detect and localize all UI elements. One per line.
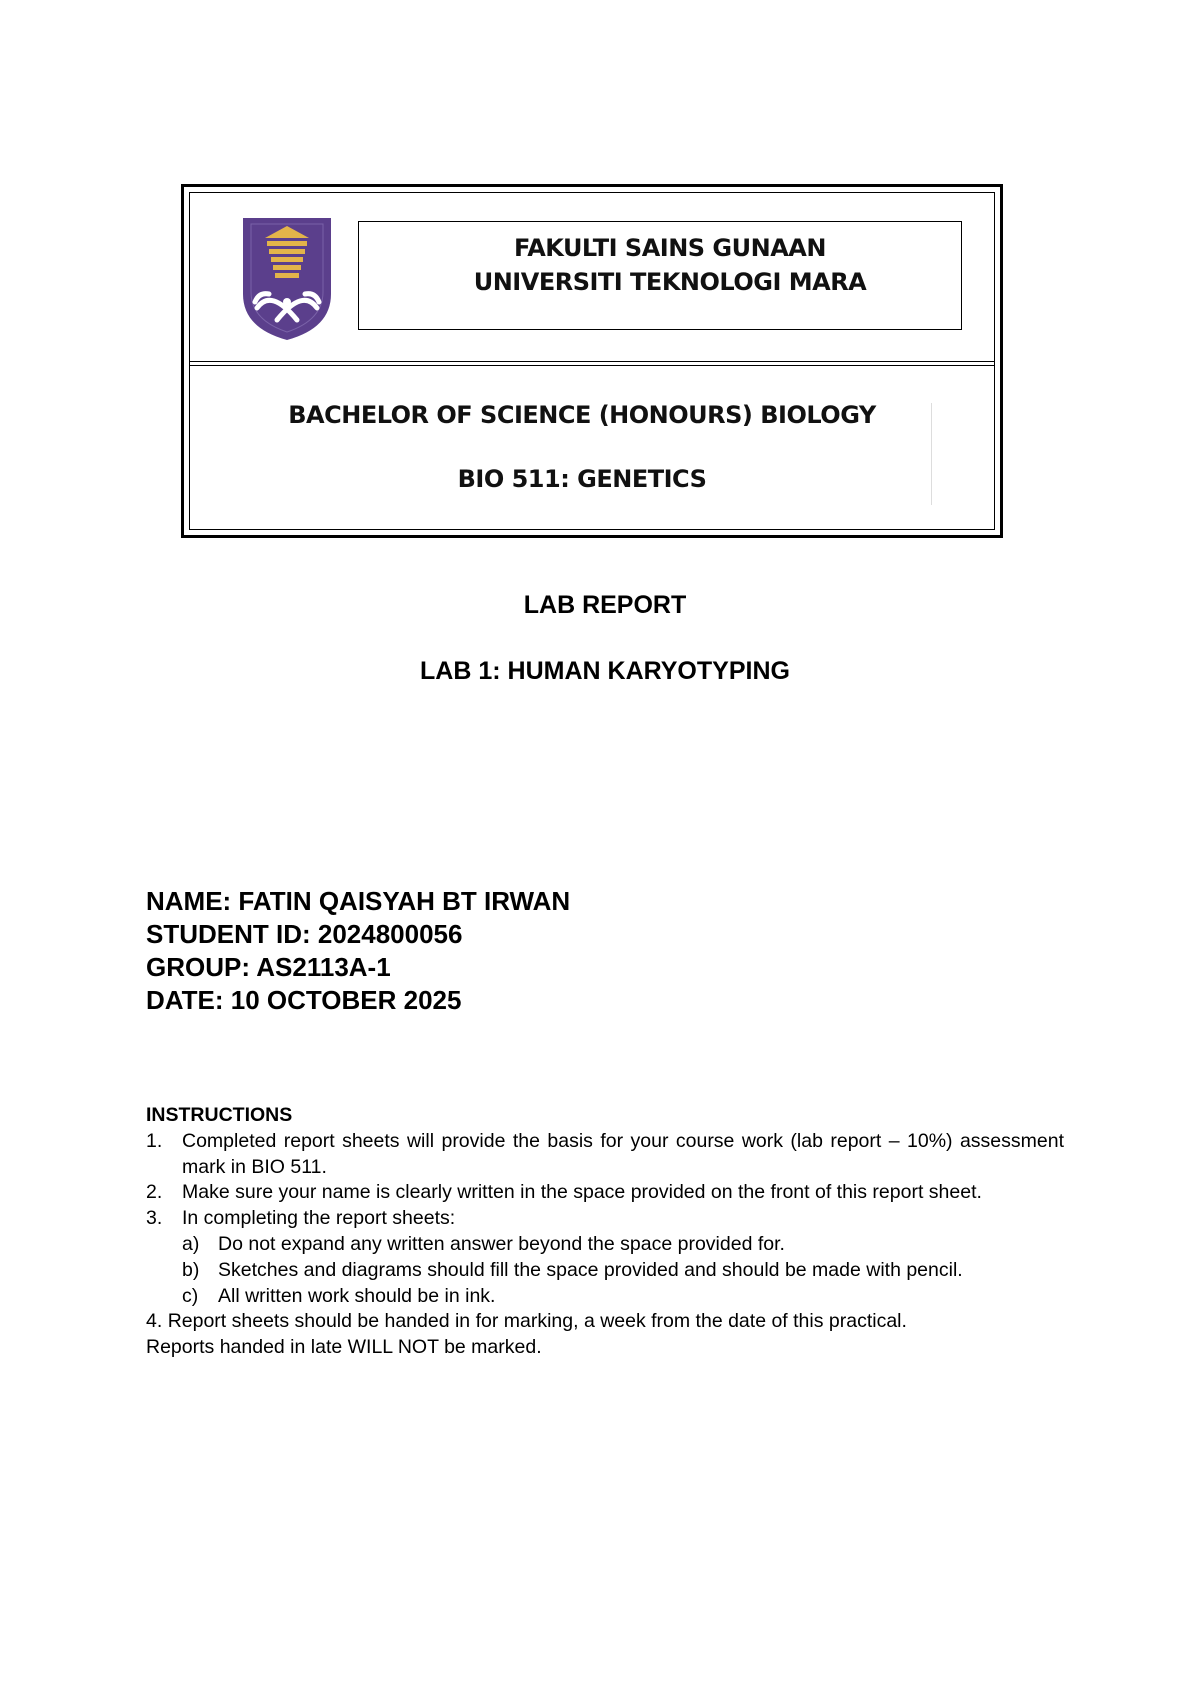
faculty-box	[358, 221, 962, 330]
instruction-text: Completed report sheets will provide the basis for your course work (lab report – 10%) assessment mark in BIO 511.	[182, 1129, 1064, 1178]
header-top-section	[190, 193, 994, 362]
instruction-text: In completing the report sheets:	[182, 1207, 456, 1230]
subitem-text: All written work should be in ink.	[218, 1284, 496, 1307]
subitem-letter: b)	[182, 1258, 200, 1281]
instruction-item	[146, 1129, 1064, 1181]
instruction-text: Make sure your name is clearly written in the space provided on the front of this report sheet.	[182, 1181, 982, 1204]
header-divider	[190, 365, 994, 366]
course-title: BIO 511: GENETICS	[457, 465, 707, 493]
faculty-name: FAKULTI SAINS GUNAAN	[514, 234, 826, 262]
instruction-item	[146, 1180, 1064, 1206]
instruction-text: Report sheets should be handed in for marking, a week from the date of this practical.	[167, 1310, 907, 1333]
subitem-letter: c)	[182, 1284, 199, 1307]
instruction-subitem	[146, 1258, 1064, 1284]
student-group: GROUP: AS2113A-1	[146, 952, 391, 982]
university-name: UNIVERSITI TEKNOLOGI MARA	[473, 268, 867, 296]
subitem-text: Sketches and diagrams should fill the space provided and should be made with pencil.	[218, 1258, 963, 1281]
student-id: STUDENT ID: 2024800056	[146, 919, 463, 949]
instruction-item	[146, 1206, 1064, 1232]
header-inner-border	[189, 192, 995, 530]
instruction-subitem	[146, 1232, 1064, 1258]
instruction-number: 3.	[146, 1207, 163, 1230]
instruction-number: 2.	[146, 1181, 163, 1204]
instruction-item-4	[146, 1309, 1064, 1335]
student-name: NAME: FATIN QAISYAH BT IRWAN	[146, 886, 571, 916]
student-info	[146, 885, 570, 1017]
program-title: BACHELOR OF SCIENCE (HONOURS) BIOLOGY	[288, 401, 876, 429]
subitem-letter: a)	[182, 1232, 200, 1255]
instruction-number: 1.	[146, 1129, 163, 1152]
header-box	[181, 184, 1003, 538]
report-date: DATE: 10 OCTOBER 2025	[146, 985, 462, 1015]
instruction-subitem	[146, 1284, 1064, 1310]
instructions-section	[146, 1103, 1064, 1361]
subitem-text: Do not expand any written answer beyond the space provided for.	[218, 1232, 785, 1255]
faint-divider	[931, 403, 932, 505]
late-note: Reports handed in late WILL NOT be marked.	[146, 1336, 542, 1359]
instructions-heading: INSTRUCTIONS	[146, 1104, 293, 1126]
instruction-number: 4.	[146, 1310, 163, 1333]
university-logo-icon	[241, 216, 333, 342]
report-title: LAB REPORT	[523, 591, 687, 619]
lab-title: LAB 1: HUMAN KARYOTYPING	[420, 657, 790, 685]
